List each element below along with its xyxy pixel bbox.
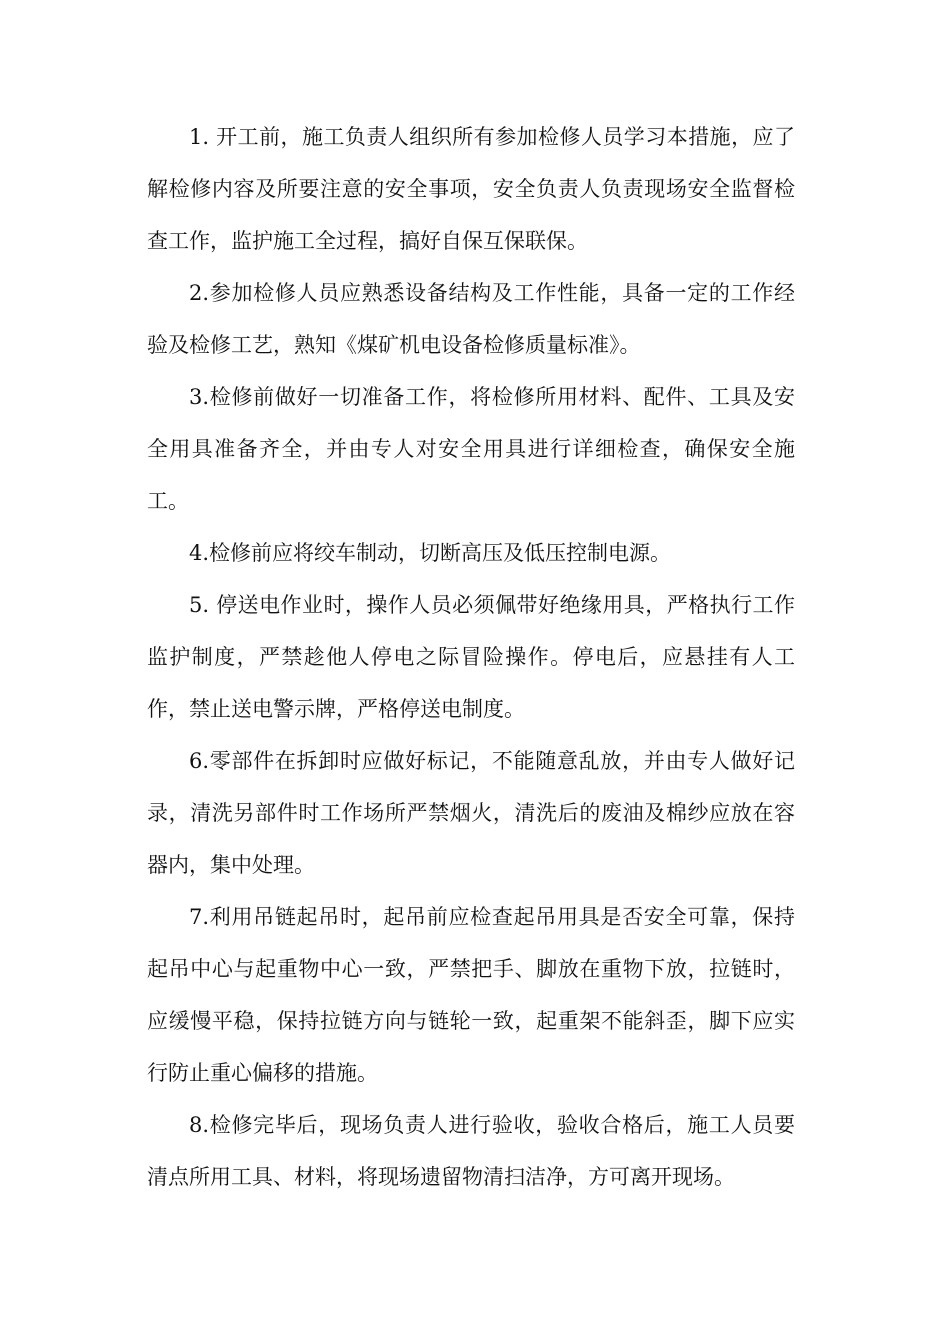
paragraph-7: 7.利用吊链起吊时，起吊前应检查起吊用具是否安全可靠，保持起吊中心与起重物中心一致，严禁把手、脚放在重物下放，拉链时，应缓慢平稳，保持拉链方向与链轮一致，起重架不能斜歪，脚下应实行防止重心偏移的措施。 bbox=[147, 905, 795, 1085]
document-body bbox=[147, 111, 795, 1203]
paragraph-2: 2.参加检修人员应熟悉设备结构及工作性能，具备一定的工作经验及检修工艺，熟知《煤矿机电设备检修质量标准》。 bbox=[147, 281, 795, 357]
paragraph-1: 1. 开工前，施工负责人组织所有参加检修人员学习本措施，应了解检修内容及所要注意的安全事项，安全负责人负责现场安全监督检查工作，监护施工全过程，搞好自保互保联保。 bbox=[147, 125, 795, 253]
paragraph-5: 5. 停送电作业时，操作人员必须佩带好绝缘用具，严格执行工作监护制度，严禁趁他人停电之际冒险操作。停电后，应悬挂有人工作，禁止送电警示牌，严格停送电制度。 bbox=[147, 593, 795, 721]
paragraph-3: 3.检修前做好一切准备工作，将检修所用材料、配件、工具及安全用具准备齐全，并由专人对安全用具进行详细检查，确保安全施工。 bbox=[147, 385, 795, 513]
paragraph-8: 8.检修完毕后，现场负责人进行验收，验收合格后，施工人员要清点所用工具、材料，将现场遗留物清扫洁净，方可离开现场。 bbox=[147, 1113, 795, 1189]
paragraph-6: 6.零部件在拆卸时应做好标记，不能随意乱放，并由专人做好记录，清洗另部件时工作场所严禁烟火，清洗后的废油及棉纱应放在容器内，集中处理。 bbox=[147, 749, 795, 877]
paragraph-4: 4.检修前应将绞车制动，切断高压及低压控制电源。 bbox=[189, 541, 672, 565]
